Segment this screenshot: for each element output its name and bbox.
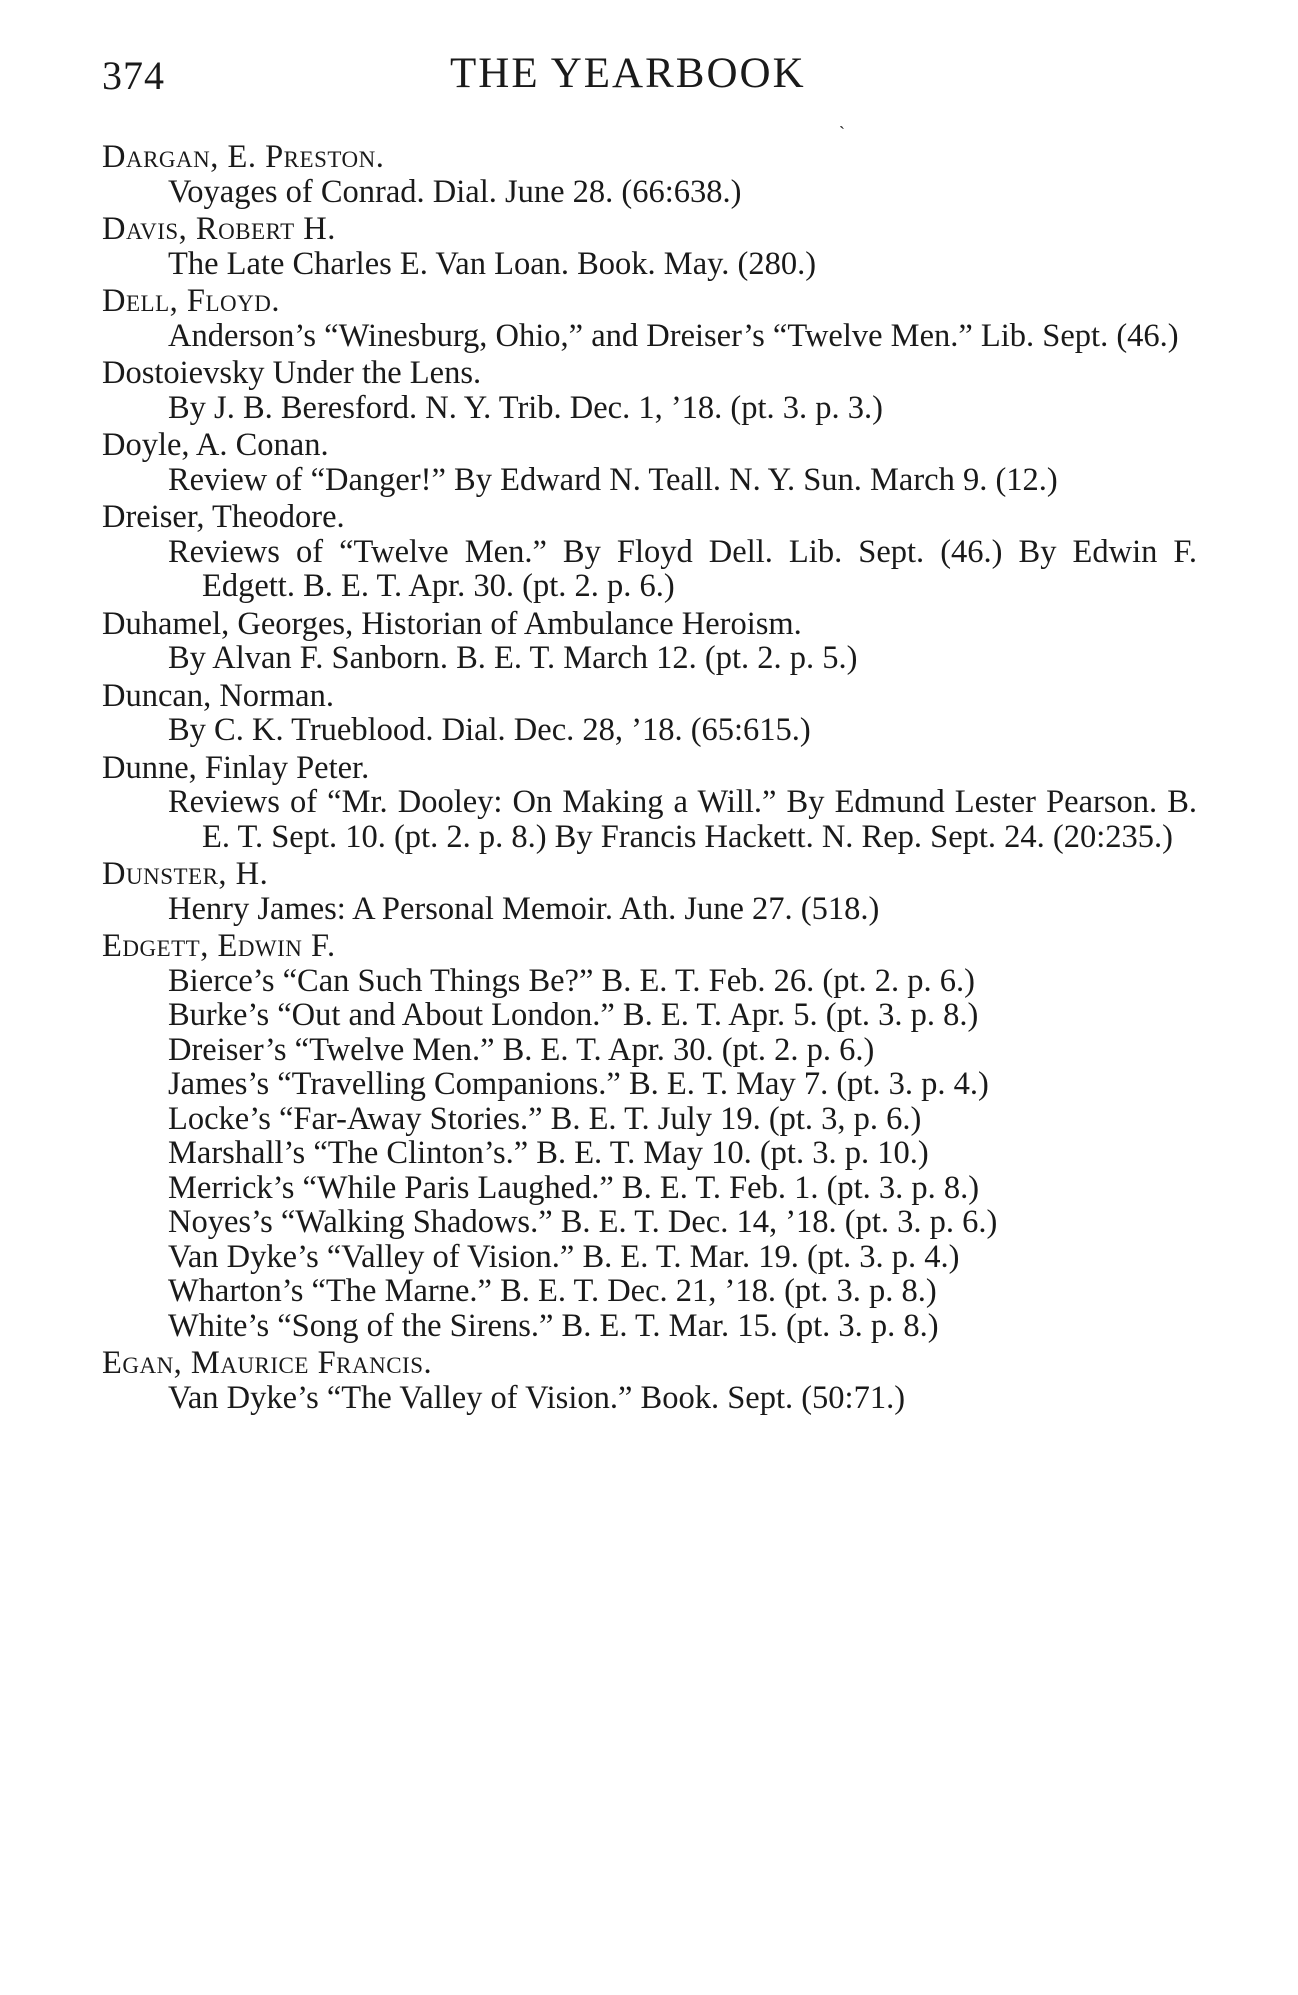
entry-reference: Reviews of “Twelve Men.” By Floyd Dell. Lib. Sept. (46.) By Edwin F. Edgett. B. E. T. Apr. 30. (pt. 2. p. 6.) [168, 533, 1197, 604]
index-entry [102, 607, 1197, 676]
index-entry [102, 356, 1197, 425]
entry-reference: James’s “Travelling Companions.” B. E. T. May 7. (pt. 3. p. 4.) [168, 1066, 989, 1102]
entry-heading: Dreiser, Theodore. [102, 499, 345, 535]
index-entry [102, 1346, 1197, 1415]
entry-heading: Dunster, H. [102, 856, 269, 892]
entry-heading: Dunne, Finlay Peter. [102, 749, 370, 786]
entry-heading: Dargan, E. Preston. [102, 139, 385, 175]
entry-reference: Burke’s “Out and About London.” B. E. T. Apr. 5. (pt. 3. p. 8.) [168, 997, 979, 1033]
index-entry [102, 284, 1197, 353]
index-entry [102, 857, 1197, 926]
entry-reference: Henry James: A Personal Memoir. Ath. June 27. (518.) [168, 890, 880, 927]
running-head: THE YEARBOOK [450, 50, 806, 97]
index-entry [102, 929, 1197, 1343]
entry-reference: By J. B. Beresford. N. Y. Trib. Dec. 1, ’18. (pt. 3. p. 3.) [168, 389, 883, 426]
entry-reference: Review of “Danger!” By Edward N. Teall. N. Y. Sun. March 9. (12.) [168, 461, 1058, 498]
entry-reference: The Late Charles E. Van Loan. Book. May. (280.) [168, 245, 817, 282]
index-entry [102, 140, 1197, 209]
entry-heading: Egan, Maurice Francis. [102, 1345, 433, 1381]
index-entry [102, 428, 1197, 497]
entry-reference: Dreiser’s “Twelve Men.” B. E. T. Apr. 30. (pt. 2. p. 6.) [168, 1031, 875, 1068]
entry-reference: Wharton’s “The Marne.” B. E. T. Dec. 21, ’18. (pt. 3. p. 8.) [168, 1273, 937, 1309]
entry-reference: Noyes’s “Walking Shadows.” B. E. T. Dec. 14, ’18. (pt. 3. p. 6.) [168, 1204, 998, 1240]
index-entry [102, 212, 1197, 281]
entry-heading: Dostoievsky Under the Lens. [102, 355, 482, 391]
entry-reference: By C. K. Trueblood. Dial. Dec. 28, ’18. (65:615.) [168, 712, 811, 748]
entry-reference: By Alvan F. Sanborn. B. E. T. March 12. (pt. 2. p. 5.) [168, 640, 858, 676]
entry-reference: Marshall’s “The Clinton’s.” B. E. T. May 10. (pt. 3. p. 10.) [168, 1135, 929, 1171]
entry-heading: Dell, Floyd. [102, 283, 280, 319]
entry-reference: Reviews of “Mr. Dooley: On Making a Will.” By Edmund Lester Pearson. B. E. T. Sept. 10. (pt. 2. p. 8.) By Francis Hackett. N. Rep. Sept. 24. (20:235.) [168, 784, 1197, 855]
entry-heading: Duhamel, Georges, Historian of Ambulance Heroism. [102, 605, 802, 642]
entry-reference: Van Dyke’s “The Valley of Vision.” Book. Sept. (50:71.) [168, 1379, 906, 1416]
entry-reference: Van Dyke’s “Valley of Vision.” B. E. T. Mar. 19. (pt. 3. p. 4.) [168, 1238, 960, 1275]
page-number: 374 [102, 53, 165, 98]
index-entry [102, 679, 1197, 748]
entry-heading: Duncan, Norman. [102, 677, 334, 714]
index-entry [102, 751, 1197, 855]
entry-reference: Locke’s “Far-Away Stories.” B. E. T. July 19. (pt. 3, p. 6.) [168, 1100, 922, 1137]
entry-heading: Davis, Robert H. [102, 211, 336, 247]
stray-mark: ˎ [839, 109, 845, 129]
entry-reference: White’s “Song of the Sirens.” B. E. T. Mar. 15. (pt. 3. p. 8.) [168, 1307, 939, 1344]
entry-reference: Bierce’s “Can Such Things Be?” B. E. T. Feb. 26. (pt. 2. p. 6.) [168, 962, 975, 999]
entry-heading: Edgett, Edwin F. [102, 928, 336, 964]
index-entries [102, 140, 1197, 1418]
entry-heading: Doyle, A. Conan. [102, 427, 329, 463]
index-entry [102, 500, 1197, 604]
entry-reference: Voyages of Conrad. Dial. June 28. (66:638.) [168, 173, 742, 210]
entry-reference: Anderson’s “Winesburg, Ohio,” and Dreiser’s “Twelve Men.” Lib. Sept. (46.) [168, 317, 1179, 354]
entry-reference: Merrick’s “While Paris Laughed.” B. E. T. Feb. 1. (pt. 3. p. 8.) [168, 1169, 980, 1206]
